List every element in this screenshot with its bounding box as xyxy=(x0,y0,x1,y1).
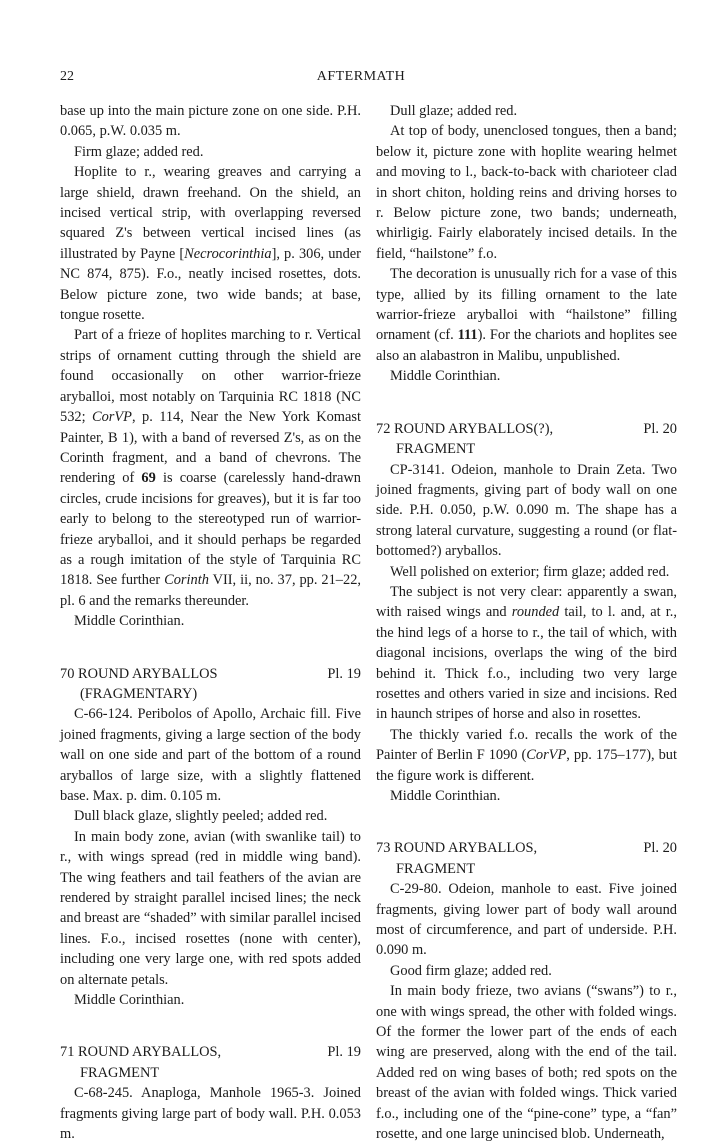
plate-reference: Pl. 20 xyxy=(643,420,677,437)
entry-subtitle: FRAGMENT xyxy=(396,860,476,877)
paragraph: In main body frieze, two avians (“swans”) to r., one with wings spread, the other with folded wings. Of the former the lower part of the ends of each wing are preserved, along with the end of the tail. Added red on wing bases of both; red spots on the breast of the avian with folded wings. Thick varied f.o., including one of the “pine-cone” type, a “fan” rosette, and one large unincised blob. Underneath, xyxy=(376,983,677,1143)
page-header xyxy=(60,67,662,89)
entry-heading-71 xyxy=(60,1042,361,1062)
paragraph: Middle Corinthian. xyxy=(390,788,501,804)
entry-title: 72 ROUND ARYBALLOS(?), xyxy=(376,420,554,437)
entry-heading-72 xyxy=(376,419,677,439)
paragraph: Good firm glaze; added red. xyxy=(390,962,552,979)
paragraph: Middle Corinthian. xyxy=(390,368,501,385)
entry-title: 70 ROUND ARYBALLOS xyxy=(60,665,218,682)
paragraph: The subject is not very clear: apparently a swan, with raised wings and rounded tail, to l. and, at r., the hind legs of a horse to r., the tail of which, with diagonal incisions, overlaps the wing of the bird behind it. Thick f.o., including two very large rosettes and others varied in size and incisions. Red in haunch stripes of horse and also in rosettes. xyxy=(376,583,677,723)
paragraph: In main body zone, avian (with swanlike tail) to r., with wings spread (red in middle wing band). The wing feathers and tail feathers of the avian are rendered by straight parallel incised lines; the neck and breast are “shaded” with similar parallel incised lines. F.o., incised rosettes (none with center), including one very large one, with red spots added on alternate petals. xyxy=(60,828,361,988)
plate-reference: Pl. 19 xyxy=(327,1044,361,1061)
paragraph: Middle Corinthian. xyxy=(74,613,185,630)
paragraph: C-68-245. Anaploga, Manhole 1965-3. Joined fragments giving large part of body wall. P.H. 0.053 m. xyxy=(60,1085,361,1143)
paragraph: C-66-124. Peribolos of Apollo, Archaic fill. Five joined fragments, giving a large section of the body wall on one side and part of the bottom of a round aryballos of large size, with a slightly flattened base. Max. p. dim. 0.105 m. xyxy=(60,706,361,804)
running-head: AFTERMATH xyxy=(316,69,406,84)
paragraph: Hoplite to r., wearing greaves and carrying a large shield, drawn freehand. On the shield, an incised vertical strip, with overlapping reversed squared Z's between vertical incised lines (as illustrated by Payne [Necrocorinthia], p. 306, under NC 874, 875). F.o., neatly incised rosettes, dots. Below picture zone, two wide bands; at base, tongue rosette. xyxy=(60,164,361,324)
paragraph: CP-3141. Odeion, manhole to Drain Zeta. Two joined fragments, giving part of body wall on one side. P.H. 0.050, p.W. 0.090 m. The shape has a strong lateral curvature, suggesting a round (or flat-bottomed?) aryballos. xyxy=(376,461,677,560)
paragraph: Firm glaze; added red. xyxy=(74,143,204,160)
paragraph: C-29-80. Odeion, manhole to east. Five joined fragments, giving lower part of body wall around most of circumference, and part of underside. P.H. 0.090 m. xyxy=(376,881,677,959)
paragraph: Dull black glaze, slightly peeled; added red. xyxy=(74,808,328,825)
entry-heading-70 xyxy=(60,664,361,684)
entry-subtitle: (FRAGMENTARY) xyxy=(80,685,198,702)
paragraph: base up into the main picture zone on one side. P.H. 0.065, p.W. 0.035 m. xyxy=(60,103,361,140)
paragraph: At top of body, unenclosed tongues, then a band; below it, picture zone with hoplite wearing helmet and moving to l., back-to-back with charioteer clad in short chiton, holding reins and driving horses to r. Below picture zone, two bands; underneath, whirligig. Fairly elaborately incised details. In the field, “hailstone” f.o. xyxy=(376,123,677,262)
entry-heading-73 xyxy=(376,838,677,858)
paragraph: The thickly varied f.o. recalls the work of the Painter of Berlin F 1090 (CorVP, pp. 175–177), but the figure work is different. xyxy=(376,726,677,784)
entry-title: 71 ROUND ARYBALLOS, xyxy=(60,1044,222,1061)
paragraph: The decoration is unusually rich for a vase of this type, allied by its filling ornament to the late warrior-frieze aryballoi with “hailstone” filling ornament (cf. 111). For the chariots and hoplites see also an alabastron in Malibu, unpublished. xyxy=(376,266,677,364)
paragraph: Part of a frieze of hoplites marching to r. Vertical strips of ornament cutting through the shield are found occasionally on other warrior-frieze aryballoi, most notably on Tarquinia RC 1818 (NC 532; CorVP, p. 114, Near the New York Komast Painter, B 1), with a band of reversed Z's, as on the Corinth fragment, and a band of chevrons. The rendering of 69 is coarse (carelessly hand-drawn circles, crude incisions for greaves), but it is far too early to belong to the stereotyped run of warrior-frieze aryballoi, and it should perhaps be regarded as a rough imitation of the style of Tarquinia RC 1818. See further Corinth VII, ii, no. 37, pp. 21–22, pl. 6 and the remarks thereunder. xyxy=(60,327,361,609)
entry-subtitle: FRAGMENT xyxy=(396,441,476,458)
paragraph: Well polished on exterior; firm glaze; added red. xyxy=(390,563,670,580)
right-column xyxy=(376,101,677,1145)
plate-reference: Pl. 20 xyxy=(643,840,677,857)
paragraph: Middle Corinthian. xyxy=(74,992,185,1009)
left-column xyxy=(60,101,361,1145)
plate-reference: Pl. 19 xyxy=(327,665,361,682)
entry-subtitle: FRAGMENT xyxy=(80,1064,160,1081)
entry-title: 73 ROUND ARYBALLOS, xyxy=(376,840,538,857)
page-number: 22 xyxy=(60,69,74,84)
paragraph: Dull glaze; added red. xyxy=(390,103,518,119)
